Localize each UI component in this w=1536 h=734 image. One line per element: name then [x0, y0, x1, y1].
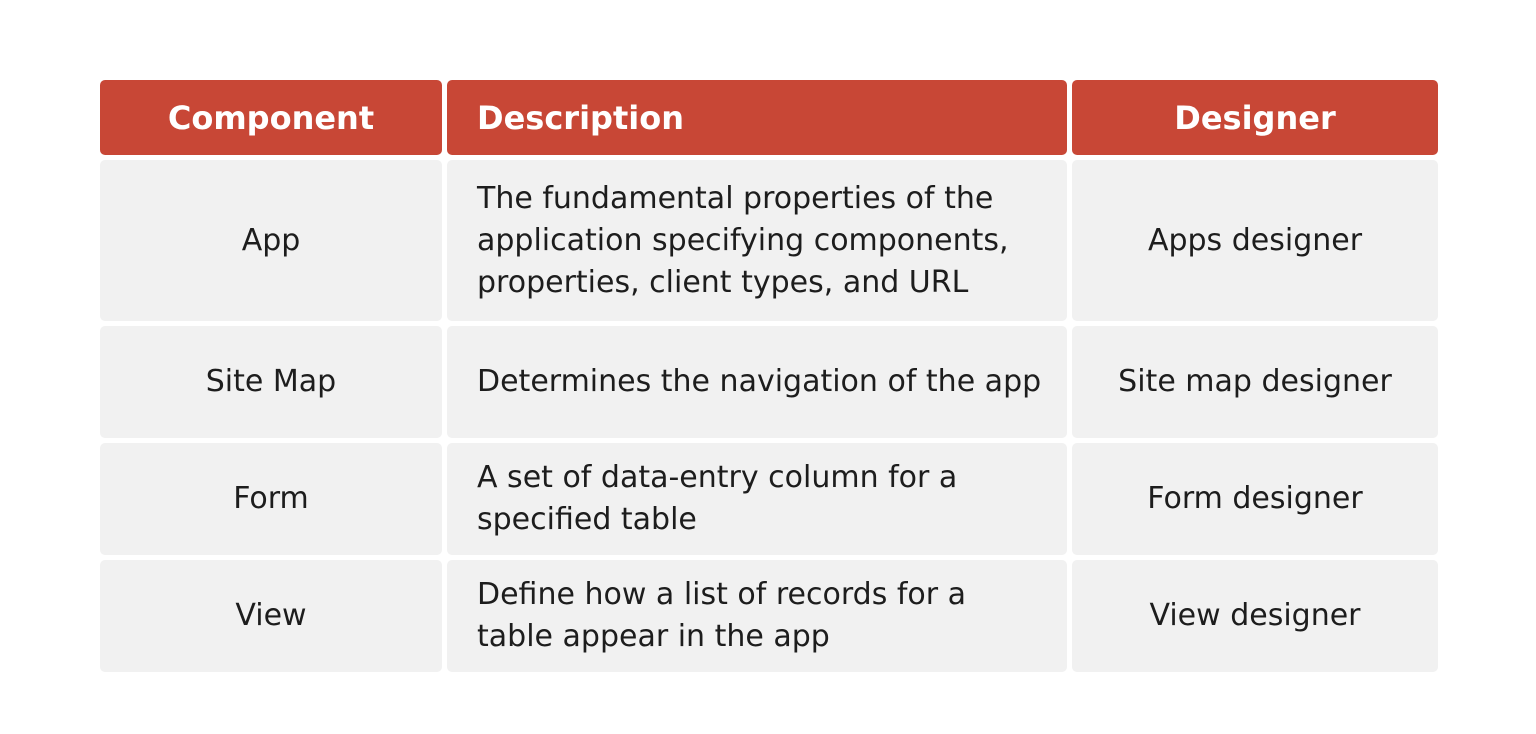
header-designer	[1072, 80, 1438, 155]
row-view-description	[447, 560, 1067, 672]
row-app-component	[100, 160, 442, 321]
header-component	[100, 80, 442, 155]
component-description: Define how a list of records for a table appear in the app	[477, 577, 967, 654]
component-description: Determines the navigation of the app	[477, 364, 1042, 399]
row-app-description	[447, 160, 1067, 321]
header-description-label: Description	[477, 98, 684, 137]
row-view-designer	[1072, 560, 1438, 672]
component-name: Form	[233, 481, 309, 516]
row-site-map-component	[100, 326, 442, 438]
component-designer: View designer	[1149, 598, 1361, 633]
component-name: App	[241, 222, 301, 258]
component-designer: Form designer	[1147, 481, 1363, 516]
row-site-map-description	[447, 326, 1067, 438]
components-table	[100, 80, 1438, 672]
row-form-component	[100, 443, 442, 555]
row-form-designer	[1072, 443, 1438, 555]
component-designer: Site map designer	[1118, 364, 1392, 399]
component-name: Site Map	[205, 364, 337, 399]
header-designer-label: Designer	[1174, 98, 1336, 137]
header-component-label: Component	[167, 98, 375, 137]
component-description: The fundamental properties of the application specifying components, properties, client types, and URL	[477, 180, 1009, 300]
component-name: View	[235, 598, 307, 633]
row-app-designer	[1072, 160, 1438, 321]
row-view-component	[100, 560, 442, 672]
component-description: A set of data-entry column for a specified table	[477, 460, 958, 537]
row-form-description	[447, 443, 1067, 555]
row-site-map-designer	[1072, 326, 1438, 438]
header-description	[447, 80, 1067, 155]
component-designer: Apps designer	[1147, 222, 1363, 258]
